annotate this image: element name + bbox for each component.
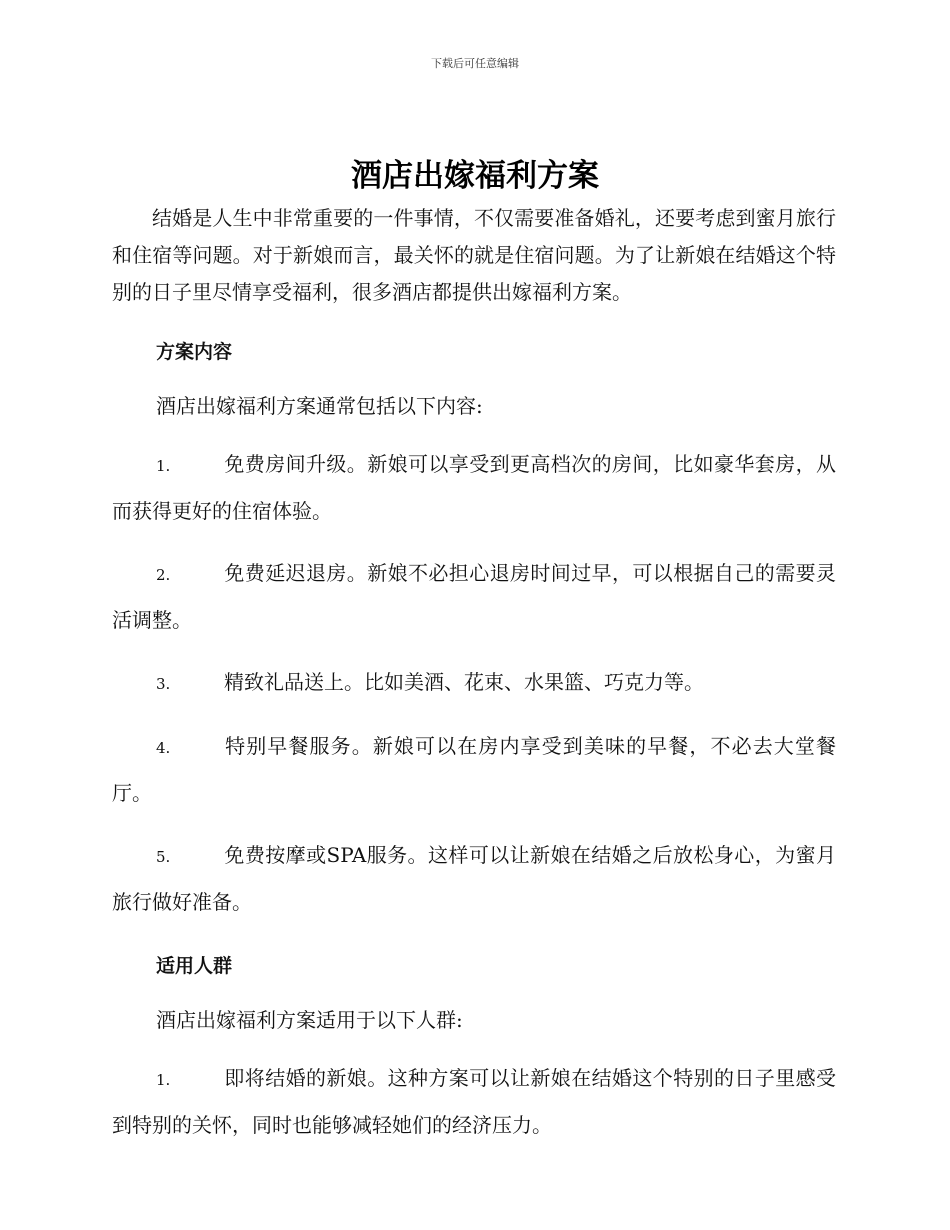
- list-item: [112, 551, 836, 643]
- list-item: [112, 442, 836, 534]
- list-item-text: 精致礼品送上。比如美酒、花束、水果篮、巧克力等。: [224, 670, 704, 694]
- list-item-number: 2.: [156, 566, 171, 584]
- list-item-number: 1.: [156, 457, 171, 475]
- list-item-number: 5.: [156, 848, 171, 866]
- list-item-text: 免费按摩或SPA服务。这样可以让新娘在结婚之后放松身心，为蜜月旅行做好准备。: [112, 843, 836, 914]
- section-heading-plan-content: 方案内容: [156, 341, 233, 363]
- list-item-text: 即将结婚的新娘。这种方案可以让新娘在结婚这个特别的日子里感受到特别的关怀，同时也能够减轻她们的经济压力。: [112, 1066, 836, 1137]
- list-item-text: 免费延迟退房。新娘不必担心退房时间过早，可以根据自己的需要灵活调整。: [112, 561, 836, 632]
- list-item: [112, 1056, 836, 1148]
- list-item-number: 3.: [156, 675, 171, 693]
- intro-paragraph: 结婚是人生中非常重要的一件事情，不仅需要准备婚礼，还要考虑到蜜月旅行和住宿等问题。对于新娘而言，最关怀的就是住宿问题。为了让新娘在结婚这个特别的日子里尽情享受福利，很多酒店都提供出嫁福利方案。: [112, 206, 836, 304]
- document-title: 酒店出嫁福利方案: [351, 158, 599, 194]
- list-item-text: 特别早餐服务。新娘可以在房内享受到美味的早餐，不必去大堂餐厅。: [112, 734, 836, 805]
- header-note: 下载后可任意编辑: [431, 57, 519, 70]
- section-heading-target-group: 适用人群: [156, 955, 233, 977]
- list-item-text: 免费房间升级。新娘可以享受到更高档次的房间，比如豪华套房，从而获得更好的住宿体验。: [112, 452, 836, 523]
- section-lead-plan-content: 酒店出嫁福利方案通常包括以下内容:: [156, 394, 483, 418]
- list-item-number: 4.: [156, 739, 171, 757]
- list-item: [112, 660, 836, 707]
- list-item-number: 1.: [156, 1071, 171, 1089]
- list-item: [112, 724, 836, 816]
- section-lead-target-group: 酒店出嫁福利方案适用于以下人群:: [156, 1008, 463, 1032]
- document-body: [112, 200, 836, 1148]
- list-item: [112, 833, 836, 925]
